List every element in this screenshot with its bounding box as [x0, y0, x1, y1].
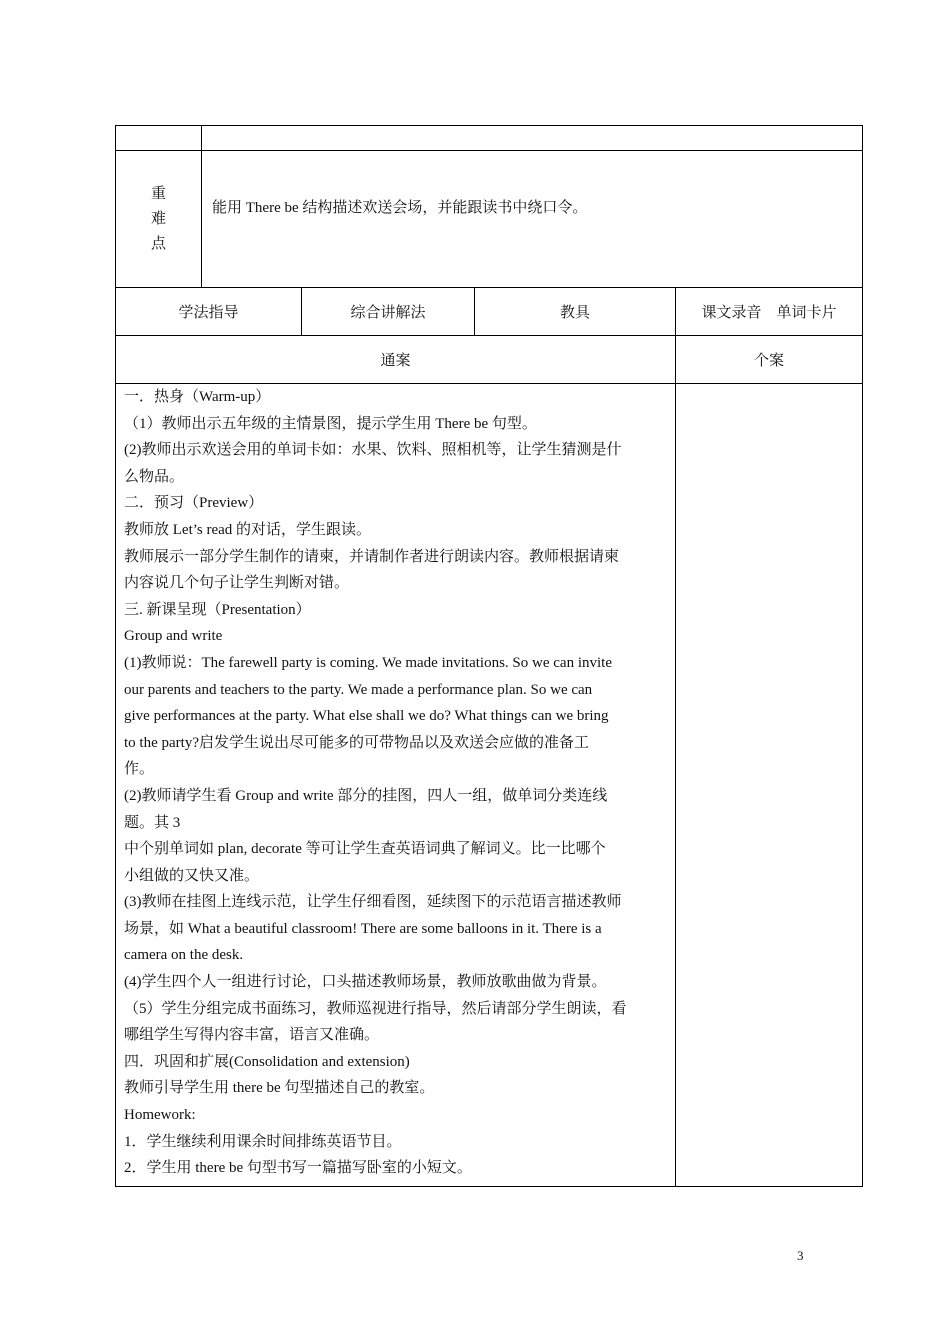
key-points-label — [116, 151, 202, 288]
blank-cell-left — [116, 126, 202, 151]
content-line: 教师展示一部分学生制作的请柬，并请制作者进行朗读内容。教师根据请柬 — [124, 548, 620, 565]
content-line: camera on the desk. — [124, 947, 244, 964]
content-line: (2)教师出示欢送会用的单词卡如：水果、饮料、照相机等，让学生猜测是什 — [124, 442, 622, 459]
content-line: Homework: — [124, 1107, 196, 1124]
content-line: our parents and teachers to the party. We made a performance plan. So we can — [124, 681, 593, 698]
content-line: 教师引导学生用 there be 句型描述自己的教室。 — [124, 1080, 435, 1097]
blank-cell-right — [202, 126, 863, 151]
content-line: (2)教师请学生看 Group and write 部分的挂图，四人一组，做单词分类连线 — [124, 787, 608, 804]
content-line: （5）学生分组完成书面练习，教师巡视进行指导，然后请部分学生朗读，看 — [124, 1000, 627, 1017]
key-points-label-char: 重 — [150, 185, 166, 202]
method-value: 综合讲解法 — [302, 288, 475, 336]
content-line: 中个别单词如 plan, decorate 等可让学生查英语词典了解词义。比一比哪个 — [124, 841, 606, 858]
content-line: （1）教师出示五年级的主情景图，提示学生用 There be 句型。 — [124, 415, 537, 432]
common-plan-content — [116, 384, 676, 1187]
content-line: give performances at the party. What else shall we do? What things can we bring — [124, 708, 609, 725]
content-line: (3)教师在挂图上连线示范，让学生仔细看图，延续图下的示范语言描述教师 — [124, 894, 622, 911]
tools-value: 课文录音 单词卡片 — [676, 288, 863, 336]
blank-row — [116, 126, 863, 151]
content-line: 题。其 3 — [124, 814, 181, 831]
content-line: 三. 新课呈现（Presentation） — [124, 601, 311, 618]
method-label: 学法指导 — [116, 288, 302, 336]
content-line: 内容说几个句子让学生判断对错。 — [124, 575, 350, 592]
content-line: Group and write — [124, 628, 223, 645]
tools-label: 教具 — [475, 288, 676, 336]
content-line: 小组做的又快又准。 — [124, 867, 260, 884]
plan-content-row — [116, 384, 863, 1187]
content-line: (4)学生四个人一组进行讨论，口头描述教师场景，教师放歌曲做为背景。 — [124, 974, 607, 991]
key-points-text: 能用 There be 结构描述欢送会场，并能跟读书中绕口令。 — [202, 151, 863, 288]
content-line: 1．学生继续利用课余时间排练英语节目。 — [124, 1133, 402, 1150]
lesson-plan-table — [115, 125, 863, 1187]
individual-plan-content — [676, 384, 863, 1187]
key-points-label-char: 点 — [150, 235, 166, 252]
individual-plan-label: 个案 — [676, 336, 863, 384]
content-line: 教师放 Let’s read 的对话，学生跟读。 — [124, 521, 372, 538]
key-points-label-char: 难 — [150, 210, 166, 227]
content-line: 一．热身（Warm-up） — [124, 389, 271, 405]
content-line: 场景，如 What a beautiful classroom! There are some balloons in it. There is a — [124, 920, 602, 937]
key-points-row — [116, 151, 863, 288]
content-line: (1)教师说：The farewell party is coming. We made invitations. So we can invite — [124, 654, 612, 671]
content-line: 2．学生用 there be 句型书写一篇描写卧室的小短文。 — [124, 1160, 472, 1177]
common-plan-label: 通案 — [116, 336, 676, 384]
page-number: 3 — [797, 1248, 804, 1263]
method-row — [116, 288, 863, 336]
content-line: 么物品。 — [124, 468, 185, 485]
content-line: 二．预习（Preview） — [124, 495, 264, 512]
content-line: 四．巩固和扩展(Consolidation and extension) — [124, 1053, 410, 1070]
plan-header-row — [116, 336, 863, 384]
content-line: 作。 — [124, 761, 155, 778]
content-line: to the party?启发学生说出尽可能多的可带物品以及欢送会应做的准备工 — [124, 734, 589, 751]
content-line: 哪组学生写得内容丰富，语言又准确。 — [124, 1027, 380, 1044]
